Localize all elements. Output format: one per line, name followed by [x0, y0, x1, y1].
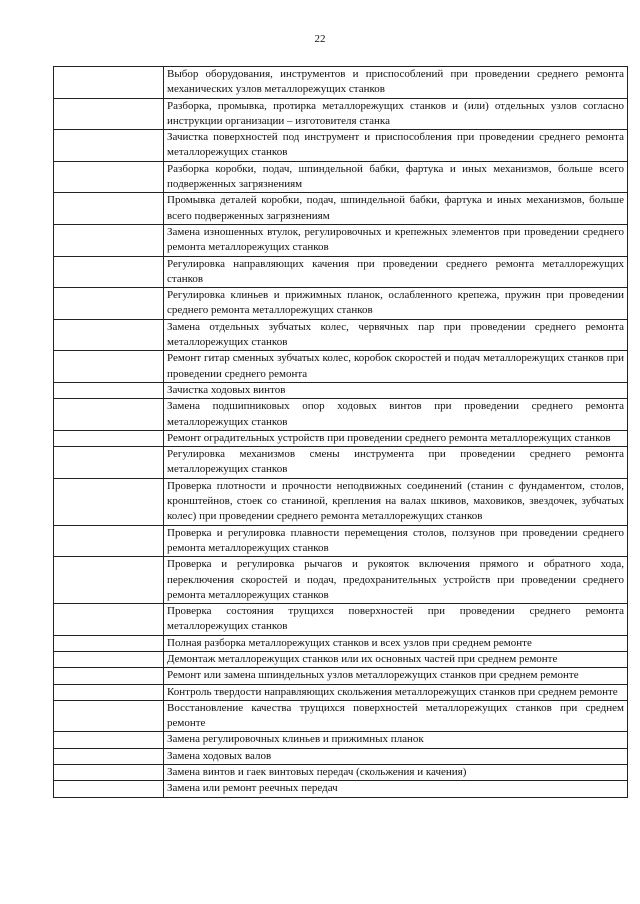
label-column-cell	[54, 430, 164, 446]
label-column-cell	[54, 684, 164, 700]
activity-cell: Полная разборка металлорежущих станков и всех узлов при среднем ремонте	[164, 635, 628, 651]
table-row	[54, 288, 628, 320]
label-column-cell	[54, 668, 164, 684]
activity-cell: Замена или ремонт реечных передач	[164, 781, 628, 797]
label-column-cell	[54, 525, 164, 557]
label-column-cell	[54, 256, 164, 288]
work-activities-table	[53, 66, 628, 798]
activity-cell: Зачистка ходовых винтов	[164, 382, 628, 398]
table-row	[54, 635, 628, 651]
label-column-cell	[54, 732, 164, 748]
table-row	[54, 98, 628, 130]
table-row	[54, 224, 628, 256]
activity-cell: Ремонт гитар сменных зубчатых колес, коробок скоростей и подач металлорежущих станков при проведении среднего ремонта	[164, 351, 628, 383]
activity-cell: Проверка плотности и прочности неподвижных соединений (станин с фундаментом, столов, кронштейнов, стоек со станиной, крепления на валах шкивов, маховиков, звездочек, зубчатых колес) при проведении среднего ремонта металлорежущих станков	[164, 478, 628, 525]
label-column-cell	[54, 98, 164, 130]
label-column-cell	[54, 224, 164, 256]
activity-cell: Замена подшипниковых опор ходовых винтов при проведении среднего ремонта металлорежущих станков	[164, 399, 628, 431]
activity-cell: Замена винтов и гаек винтовых передач (скольжения и качения)	[164, 765, 628, 781]
label-column-cell	[54, 319, 164, 351]
activity-cell: Замена изношенных втулок, регулировочных и крепежных элементов при проведении среднего ремонта металлорежущих станков	[164, 224, 628, 256]
activity-cell: Выбор оборудования, инструментов и приспособлений при проведении среднего ремонта механических узлов металлорежущих станков	[164, 67, 628, 99]
activity-cell: Регулировка направляющих качения при проведении среднего ремонта металлорежущих станков	[164, 256, 628, 288]
label-column-cell	[54, 161, 164, 193]
label-column-cell	[54, 478, 164, 525]
activity-cell: Замена регулировочных клиньев и прижимных планок	[164, 732, 628, 748]
table-row	[54, 732, 628, 748]
activity-cell: Замена ходовых валов	[164, 748, 628, 764]
activity-cell: Промывка деталей коробки, подач, шпиндельной бабки, фартука и иных механизмов, больше всего подверженных загрязнениям	[164, 193, 628, 225]
activity-cell: Ремонт или замена шпиндельных узлов металлорежущих станков при среднем ремонте	[164, 668, 628, 684]
label-column-cell	[54, 765, 164, 781]
table-body	[54, 67, 628, 798]
label-column-cell	[54, 130, 164, 162]
table-row	[54, 765, 628, 781]
activity-cell: Демонтаж металлорежущих станков или их основных частей при среднем ремонте	[164, 651, 628, 667]
activity-cell: Зачистка поверхностей под инструмент и приспособления при проведении среднего ремонта металлорежущих станков	[164, 130, 628, 162]
activity-cell: Проверка и регулировка рычагов и рукояток включения прямого и обратного хода, переключения скоростей и подач, предохранительных устройств при проведении среднего ремонта металлорежущих станков	[164, 557, 628, 604]
label-column-cell	[54, 748, 164, 764]
table-row	[54, 651, 628, 667]
table-row	[54, 382, 628, 398]
activity-cell: Ремонт оградительных устройств при проведении среднего ремонта металлорежущих станков	[164, 430, 628, 446]
activity-cell: Восстановление качества трущихся поверхностей металлорежущих станков при среднем ремонте	[164, 700, 628, 732]
label-column-cell	[54, 447, 164, 479]
table-row	[54, 604, 628, 636]
activity-cell: Регулировка механизмов смены инструмента при проведении среднего ремонта металлорежущих станков	[164, 447, 628, 479]
label-column-cell	[54, 700, 164, 732]
table-row	[54, 193, 628, 225]
activity-cell: Проверка состояния трущихся поверхностей при проведении среднего ремонта металлорежущих станков	[164, 604, 628, 636]
label-column-cell	[54, 635, 164, 651]
table-row	[54, 161, 628, 193]
table-row	[54, 478, 628, 525]
label-column-cell	[54, 382, 164, 398]
table-row	[54, 525, 628, 557]
activity-cell: Проверка и регулировка плавности перемещения столов, ползунов при проведении среднего ремонта металлорежущих станков	[164, 525, 628, 557]
table-row	[54, 430, 628, 446]
table-row	[54, 447, 628, 479]
table-row	[54, 319, 628, 351]
table-row	[54, 557, 628, 604]
activity-cell: Разборка коробки, подач, шпиндельной бабки, фартука и иных механизмов, больше всего подверженных загрязнениям	[164, 161, 628, 193]
activity-cell: Разборка, промывка, протирка металлорежущих станков и (или) отдельных узлов согласно инструкции организации – изготовителя станка	[164, 98, 628, 130]
label-column-cell	[54, 557, 164, 604]
label-column-cell	[54, 399, 164, 431]
table-row	[54, 256, 628, 288]
activity-cell: Регулировка клиньев и прижимных планок, ослабленного крепежа, пружин при проведении среднего ремонта металлорежущих станков	[164, 288, 628, 320]
table-row	[54, 684, 628, 700]
table-row	[54, 130, 628, 162]
table-row	[54, 700, 628, 732]
table-row	[54, 351, 628, 383]
label-column-cell	[54, 67, 164, 99]
activity-cell: Контроль твердости направляющих скольжения металлорежущих станков при среднем ремонте	[164, 684, 628, 700]
table-row	[54, 67, 628, 99]
table-row	[54, 668, 628, 684]
label-column-cell	[54, 193, 164, 225]
label-column-cell	[54, 288, 164, 320]
label-column-cell	[54, 781, 164, 797]
table-row	[54, 748, 628, 764]
activity-cell: Замена отдельных зубчатых колес, червячных пар при проведении среднего ремонта металлорежущих станков	[164, 319, 628, 351]
label-column-cell	[54, 651, 164, 667]
table-row	[54, 399, 628, 431]
label-column-cell	[54, 351, 164, 383]
page-number: 22	[314, 33, 326, 45]
label-column-cell	[54, 604, 164, 636]
table-row	[54, 781, 628, 797]
